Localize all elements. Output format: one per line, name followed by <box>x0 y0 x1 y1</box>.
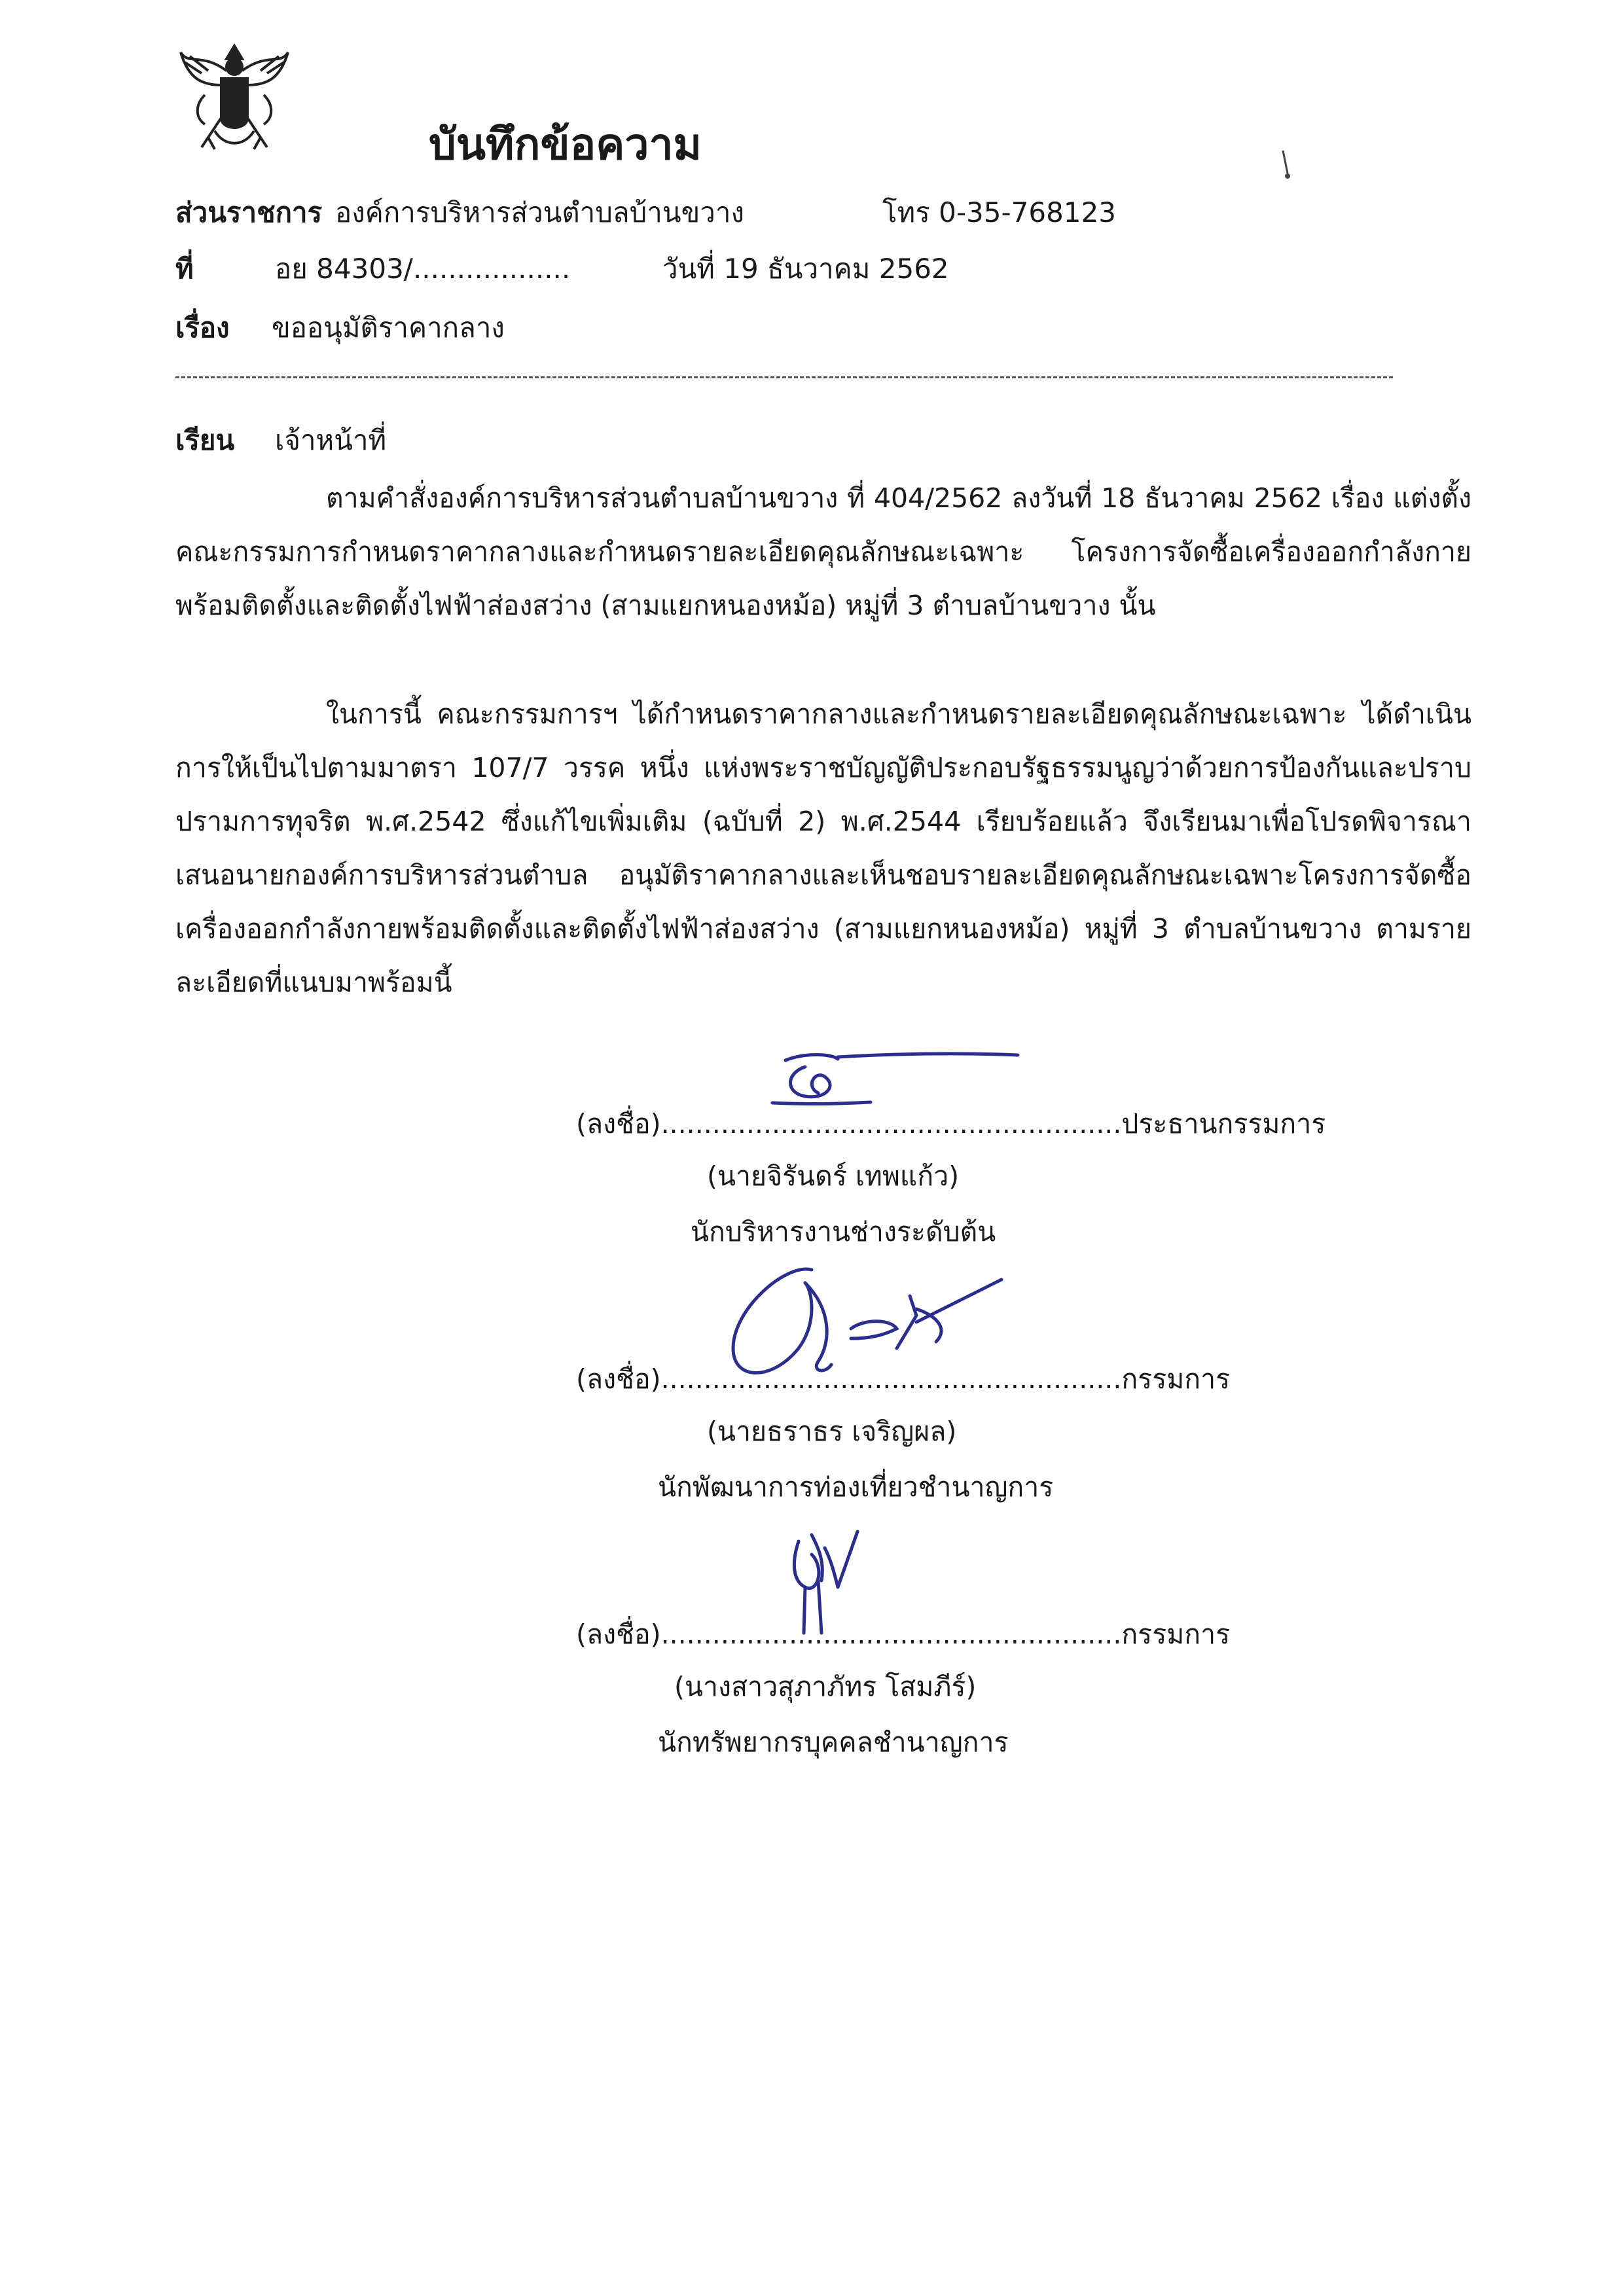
signature-1-position: นักบริหารงานช่างระดับต้น <box>691 1216 996 1247</box>
signature-3-name: (นางสาวสุภาภัทร โสมภีร์) <box>674 1671 977 1702</box>
phone-value: โทร 0-35-768123 <box>882 196 1116 228</box>
signature-2-position: นักพัฒนาการท่องเที่ยวชำนาญการ <box>658 1471 1054 1503</box>
signature-3-line: (ลงชื่อ)......................................................กรรมการ <box>576 1619 1231 1650</box>
signature-3-position: นักทรัพยากรบุคคลชำนาญการ <box>658 1727 1009 1758</box>
ref-label: ที่ <box>175 253 194 285</box>
signature-2-name: (นายธราธร เจริญผล) <box>707 1416 957 1447</box>
department-label: ส่วนราชการ <box>175 196 323 228</box>
document-date: วันที่ 19 ธันวาคม 2562 <box>662 253 949 285</box>
ref-number: อย 84303/.................. <box>275 253 571 285</box>
department-value: องค์การบริหารส่วนตำบลบ้านขวาง <box>335 196 744 228</box>
signature-1-line: (ลงชื่อ)......................................................ประธานกรรมการ <box>576 1108 1326 1139</box>
scan-mark <box>1280 147 1293 187</box>
body-paragraph-1: ตามคำสั่งองค์การบริหารส่วนตำบลบ้านขวาง ที่ 404/2562 ลงวันที่ 18 ธันวาคม 2562 เรื่อง แต่งตั้งคณะกรรมการกำหนดราคากลางและกำหนดรายละเอียดคุณลักษณะเฉพาะ โครงการจัดซื้อเครื่องออกกำลังกายพร้อมติดตั้งและติดตั้งไฟฟ้าส่องสว่าง (สามแยกหนองหม้อ) หมู่ที่ 3 ตำบลบ้านขวาง นั้น <box>175 482 1471 621</box>
subject-label: เรื่อง <box>175 312 230 344</box>
page-title: บันทึกข้อความ <box>429 119 702 170</box>
body-paragraph-2: ในการนี้ คณะกรรมการฯ ได้กำหนดราคากลางและกำหนดรายละเอียดคุณลักษณะเฉพาะ ได้ดำเนินการให้เป็นไปตามมาตรา 107/7 วรรค หนึ่ง แห่งพระราชบัญญัติประกอบรัฐธรรมนูญว่าด้วยการป้องกันและปราบปรามการทุจริต พ.ศ.2542 ซึ่งแก้ไขเพิ่มเติม (ฉบับที่ 2) พ.ศ.2544 เรียบร้อยแล้ว จึงเรียนมาเพื่อโปรดพิจารณาเสนอนายกองค์การบริหารส่วนตำบล อนุมัติราคากลางและเห็นชอบรายละเอียดคุณลักษณะเฉพาะโครงการจัดซื้อเครื่องออกกำลังกายพร้อมติดตั้งและติดตั้งไฟฟ้าส่องสว่าง (สามแยกหนองหม้อ) หมู่ที่ 3 ตำบลบ้านขวาง ตามรายละเอียดที่แนบมาพร้อมนี้ <box>175 698 1471 998</box>
subject-value: ขออนุมัติราคากลาง <box>272 312 505 344</box>
garuda-emblem <box>175 33 293 154</box>
signature-2-line: (ลงชื่อ)......................................................กรรมการ <box>576 1363 1231 1395</box>
addressee-value: เจ้าหน้าที่ <box>275 424 387 456</box>
addressee-label: เรียน <box>175 424 235 456</box>
header-divider <box>175 376 1393 378</box>
signature-1-name: (นายจิรันดร์ เทพแก้ว) <box>707 1160 960 1192</box>
